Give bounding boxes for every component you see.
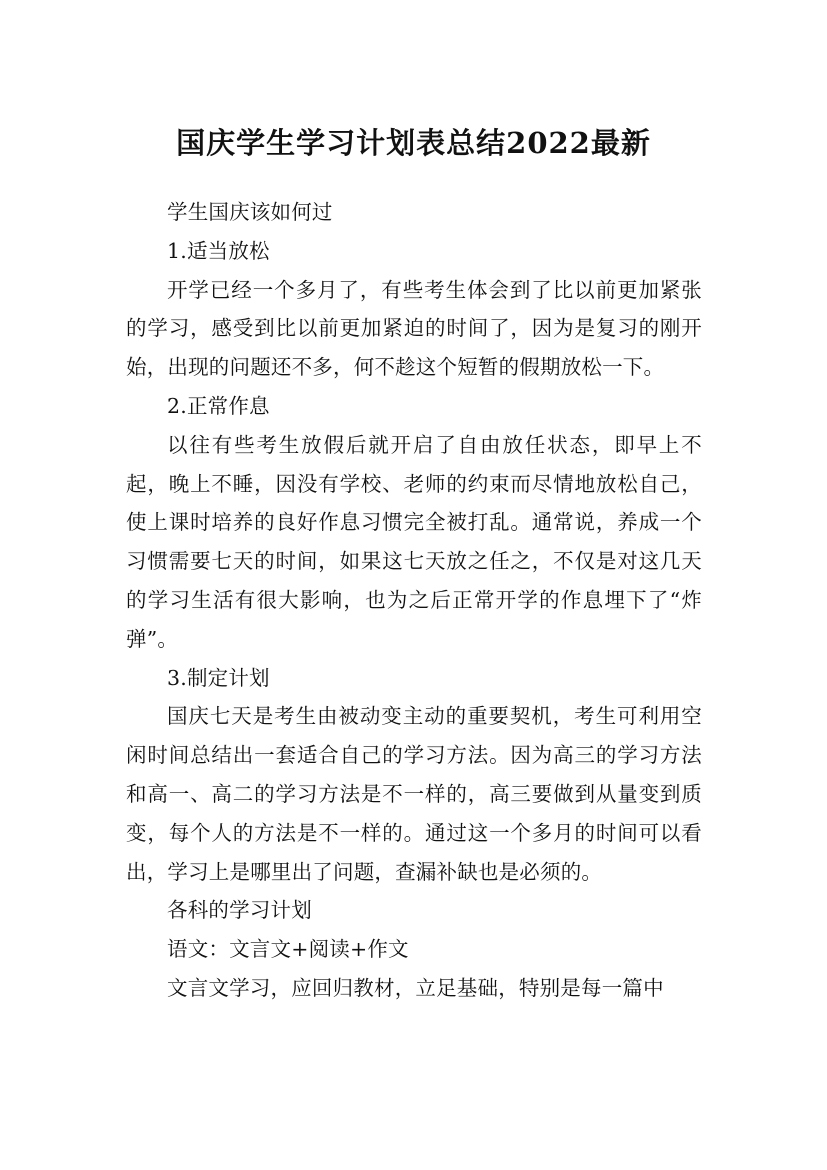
document-body <box>126 193 702 1008</box>
paragraph-subheading-relax: 1.适当放松 <box>167 238 270 263</box>
paragraph-subheading-routine: 2.正常作息 <box>167 393 270 418</box>
paragraph-subject-heading: 各科的学习计划 <box>167 898 312 923</box>
paragraph-relax-body: 开学已经一个多月了，有些考生体会到了比以前更加紧张的学习，感受到比以前更加紧迫的时间了，因为是复习的刚开始，出现的问题还不多，何不趁这个短暂的假期放松一下。 <box>126 277 702 380</box>
paragraph-chinese-heading: 语文：文言文+阅读+作文 <box>167 937 409 962</box>
paragraph-chinese-body: 文言文学习，应回归教材，立足基础，特别是每一篇中 <box>167 975 664 1000</box>
paragraph-routine-body: 以往有些考生放假后就开启了自由放任状态，即早上不起，晚上不睡，因没有学校、老师的约束而尽情地放松自己，使上课时培养的良好作息习惯完全被打乱。通常说，养成一个习惯需要七天的时间，如果这七天放之任之，不仅是对这几天的学习生活有很大影响，也为之后正常开学的作息埋下了“炸弹”。 <box>126 432 702 651</box>
paragraph-section-heading: 学生国庆该如何过 <box>167 200 333 224</box>
paragraph-plan-body: 国庆七天是考生由被动变主动的重要契机，考生可利用空闲时间总结出一套适合自己的学习方法。因为高三的学习方法和高一、高二的学习方法是不一样的，高三要做到从量变到质变，每个人的方法是不一样的。通过这一个多月的时间可以看出，学习上是哪里出了问题，查漏补缺也是必须的。 <box>126 704 702 884</box>
paragraph-subheading-plan: 3.制定计划 <box>167 665 270 690</box>
document-title: 国庆学生学习计划表总结2022最新 <box>176 126 651 161</box>
